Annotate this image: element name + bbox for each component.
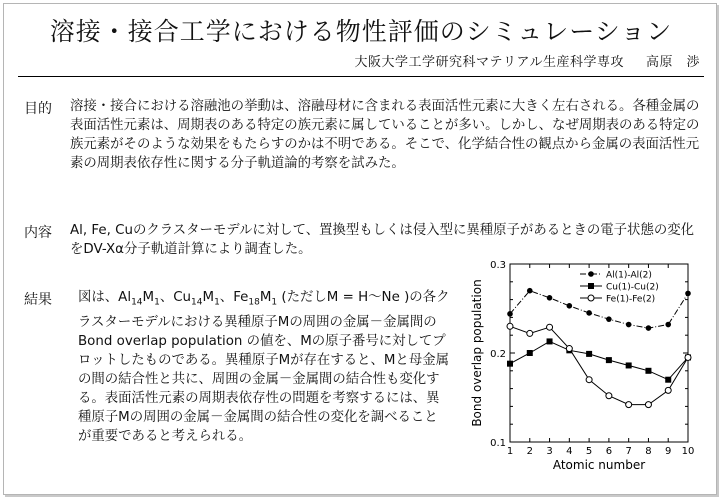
x-tick-label: 9 [665,446,672,457]
data-point [606,393,612,399]
legend-marker [588,295,594,301]
data-point [527,330,533,336]
y-tick-label: 0.3 [490,260,506,271]
data-point [507,361,513,367]
data-point [507,323,513,329]
result-text: 図は、$Al_{14}M_1$、$Cu_{14}M_1$、$Fe_{18}M_1$ (ただしM = H〜Ne )の各クラスターモデルにおける異種原子Mの周囲の金属－金属間のBond overlap population の値を、Mの原子番号に対してプロットしたものである。異種原子Mが存在すると、Mと母金属の間の結合性と共に、周囲の金属－金属間の結合性も変化する。表面活性元素の周期表依存性の問題を考察するには、異種原子Mの周囲の金属－金属間の結合性の変化を調べることが重要であると考えられる。 [78,290,450,444]
purpose-text: 溶接・接合における溶融池の挙動は、溶融母材に含まれる表面活性元素に大きく左右される。各種金属の表面活性元素は、周期表のある特定の族元素に属していることが多い。しかし、なぜ周期表のある特定の族元素がそのような効果をもたらすのかは不明である。そこで、化学結合性の観点から金属の表面活性元素の周期表依存性に関する分子軌道論的考察を試みた。 [70,99,700,171]
data-point [566,346,572,352]
x-axis-label: Atomic number [552,458,646,472]
purpose-label: 目的 [24,101,52,117]
data-point [527,288,533,294]
cluster-formula: $Cu_{14}M_1$ [173,290,220,308]
x-tick-label: 10 [681,446,695,457]
data-point [626,362,632,368]
y-tick-label: 0.1 [490,438,506,449]
data-point [527,350,533,356]
x-tick-label: 3 [546,446,553,457]
data-point [547,324,553,330]
data-point [547,338,553,344]
data-point [665,322,671,328]
data-point [606,357,612,363]
x-tick-label: 5 [585,446,593,457]
data-point [685,291,691,297]
page-title: 溶接・接合工学における物性評価のシミュレーション [49,17,673,46]
data-point [586,377,592,383]
data-point [646,325,652,331]
data-point [645,368,651,374]
content-label: 内容 [24,225,52,241]
data-point [665,387,671,393]
legend-entry: Al(1)-Al(2) [606,270,652,281]
author-line [355,51,701,70]
x-tick-label: 2 [526,446,533,457]
x-tick-label: 8 [645,446,652,457]
legend-marker [588,283,594,289]
title-divider [18,76,704,77]
legend-marker [588,271,594,277]
data-point [665,377,671,383]
x-tick-label: 1 [506,446,514,457]
legend-entry: Cu(1)-Cu(2) [606,282,659,293]
data-point [645,402,651,408]
x-tick-label: 6 [605,446,613,457]
x-tick-label: 7 [625,446,632,457]
bond-overlap-chart [468,256,704,476]
series-line-3 [510,326,688,404]
data-point [606,316,612,322]
author-affiliation: 大阪大学工学研究科マテリアル生産科学専攻 [354,55,624,70]
data-point [547,295,553,301]
data-point [626,322,632,328]
data-point [685,354,691,360]
series-line-2 [510,341,688,379]
legend-entry: Fe(1)-Fe(2) [606,294,656,305]
y-tick-label: 0.2 [490,349,506,360]
content-text: Al, Fe, Cuのクラスターモデルに対して、置換型もしくは侵入型に異種原子があるときの電子状態の変化をDV-Xα分子軌道計算により調査した。 [70,223,695,257]
cluster-formula: $Fe_{18}M_1$ [233,290,278,308]
author-name: 高原 渉 [645,55,700,70]
x-tick-label: 4 [566,446,573,457]
plot-frame [510,264,688,442]
data-point [586,351,592,357]
data-point [507,311,513,317]
data-point [586,310,592,316]
data-point [626,402,632,408]
result-label: 結果 [24,292,52,308]
y-axis-label: Bond overlap population [470,279,484,427]
series-line-1 [510,291,688,328]
cluster-formula: $Al_{14}M_1$ [118,290,160,308]
data-point [567,303,573,309]
